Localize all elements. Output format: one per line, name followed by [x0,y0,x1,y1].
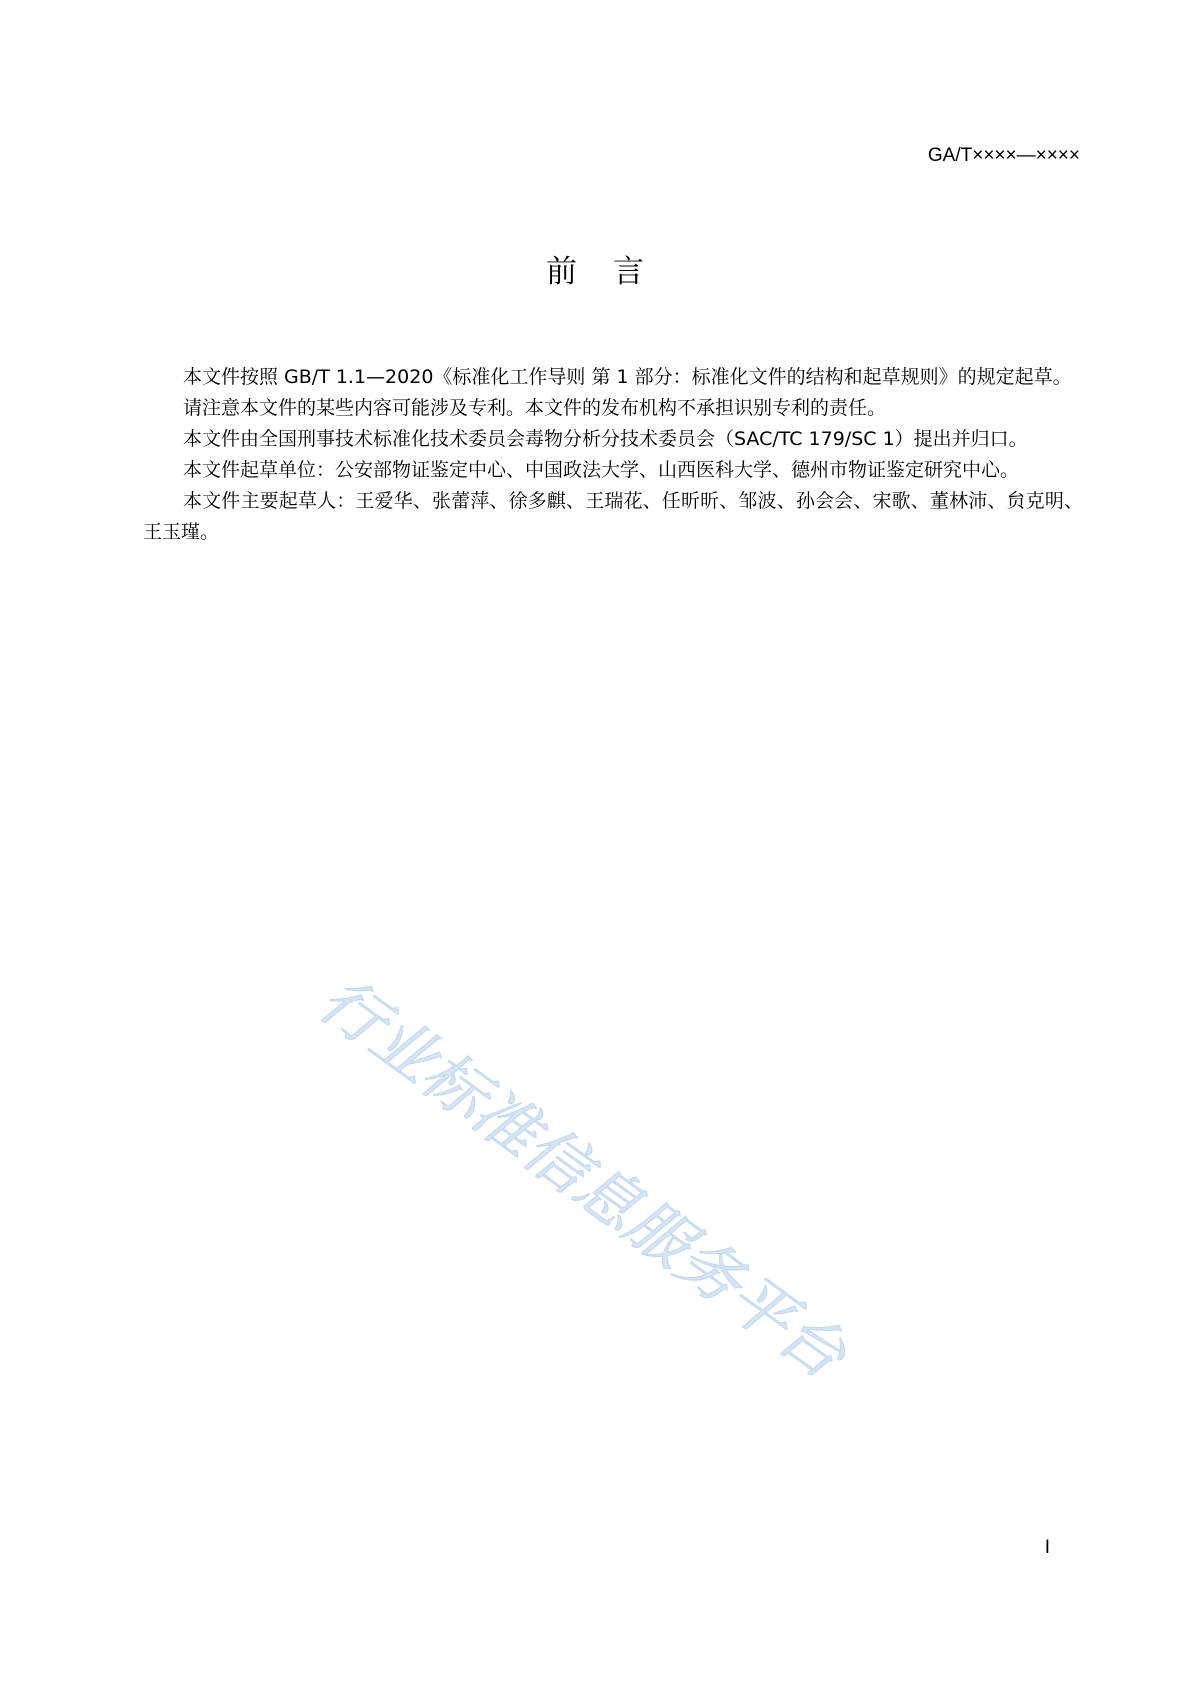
paragraph-patent-notice: 请注意本文件的某些内容可能涉及专利。本文件的发布机构不承担识别专利的责任。 [183,397,887,419]
paragraph-drafting-rules: 本文件按照 GB/T 1.1—2020《标准化工作导则 第 1 部分：标准化文件的结构和起草规则》的规定起草。 [183,366,1072,388]
page-number: I [1044,1537,1050,1558]
paragraph-drafters: 本文件主要起草人：王爱华、张蕾萍、徐多麒、王瑞花、任昕昕、邹波、孙会会、宋歌、董林沛、贠克明、王玉瑾。 [143,490,1083,543]
paragraph-drafting-units: 本文件起草单位：公安部物证鉴定中心、中国政法大学、山西医科大学、德州市物证鉴定研究中心。 [183,459,1020,481]
watermark-text: 行业标准信息服务平台 [306,963,859,1393]
standard-code: GA/T××××—×××× [927,145,1080,166]
paragraph-proposer: 本文件由全国刑事技术标准化技术委员会毒物分析分技术委员会（SAC/TC 179/SC 1）提出并归口。 [183,428,1028,450]
page-title: 前言 [546,254,680,290]
foreword-body [143,362,1083,548]
